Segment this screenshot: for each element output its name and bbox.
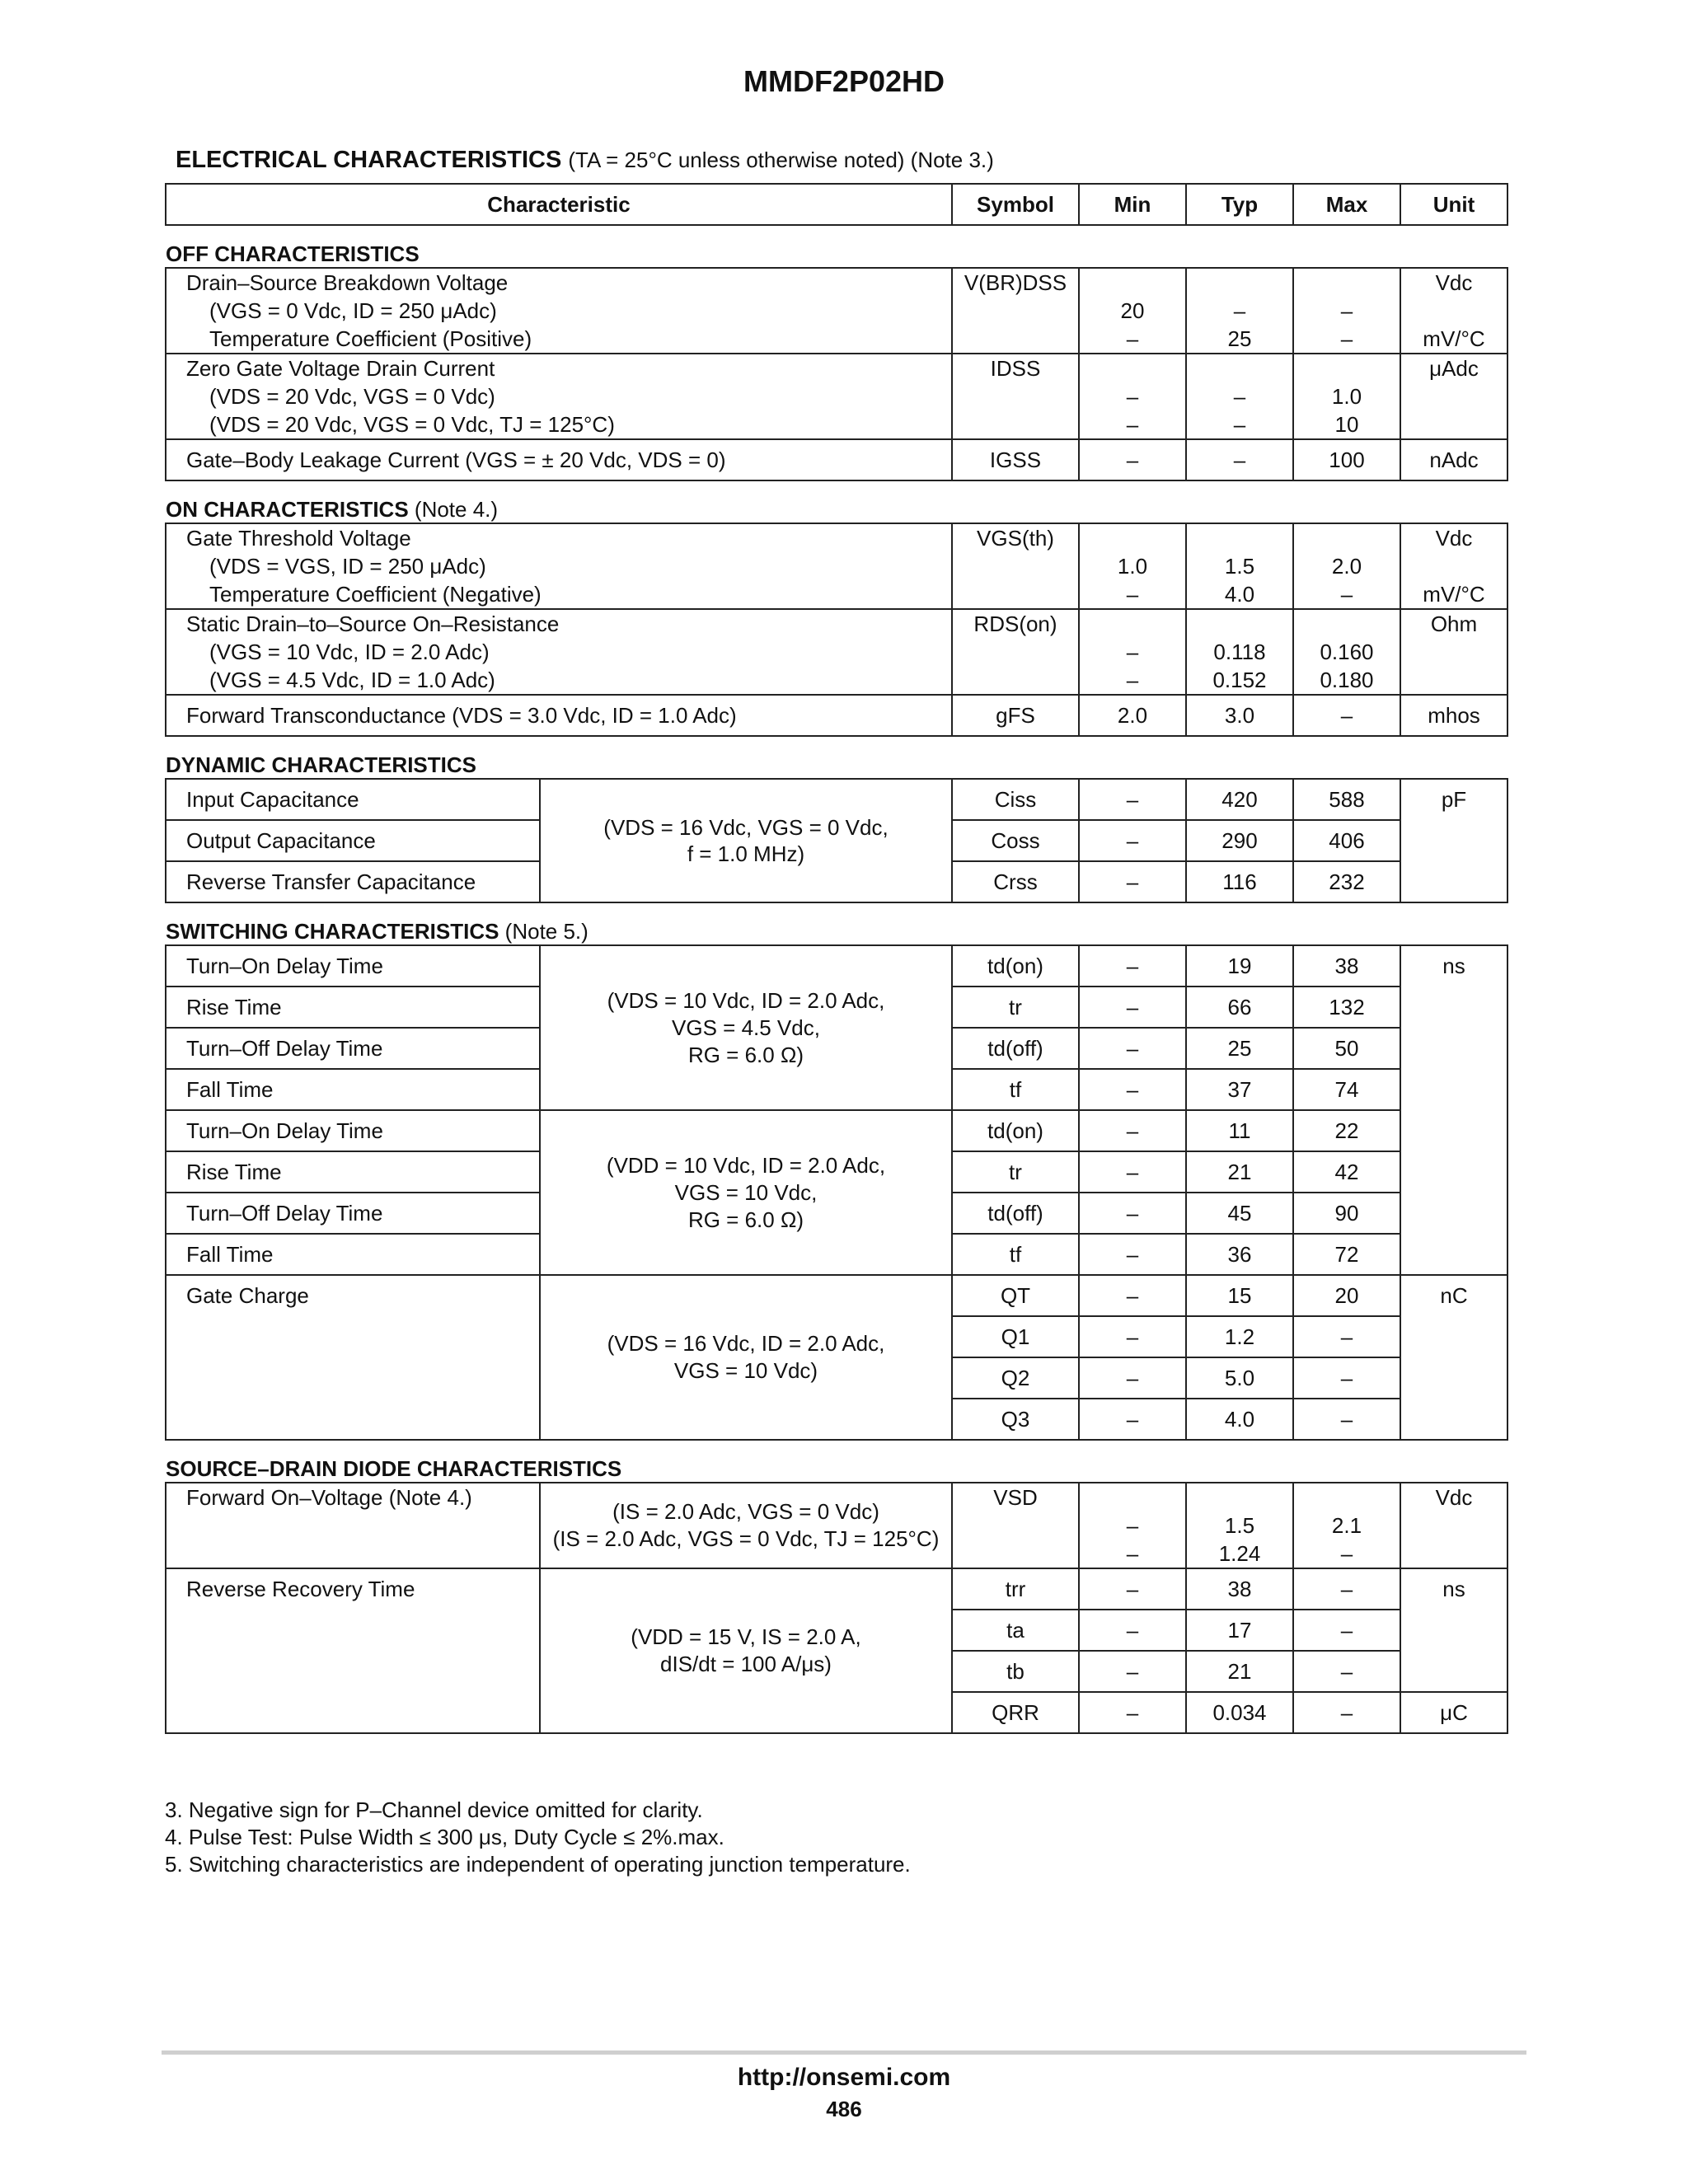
section-title: OFF CHARACTERISTICS xyxy=(166,241,420,266)
min-cell: – xyxy=(1079,1151,1186,1193)
min-cell: 2.0 xyxy=(1079,695,1186,736)
header-characteristic: Characteristic xyxy=(166,184,952,225)
symbol-cell: trr xyxy=(952,1568,1079,1610)
min-cell: – xyxy=(1079,987,1186,1028)
min-cell: – – xyxy=(1079,609,1186,695)
symbol-cell: Crss xyxy=(952,861,1079,902)
section-note: (Note 5.) xyxy=(504,919,588,944)
section-off xyxy=(166,225,1507,268)
table-row xyxy=(166,1568,1507,1610)
table-row xyxy=(166,439,1507,480)
characteristic-cell: Turn–Off Delay Time xyxy=(166,1193,540,1234)
table-row xyxy=(166,268,1507,354)
typ-cell: 1.5 4.0 xyxy=(1186,523,1293,609)
table-row xyxy=(166,609,1507,695)
typ-cell: 116 xyxy=(1186,861,1293,902)
footer-url-link[interactable]: http://onsemi.com xyxy=(737,2064,951,2091)
unit-cell: ns xyxy=(1400,945,1507,1275)
table-heading-bold: ELECTRICAL CHARACTERISTICS xyxy=(176,147,562,173)
max-cell: – xyxy=(1293,695,1400,736)
table-row xyxy=(166,945,1507,987)
min-cell: – – xyxy=(1079,354,1186,439)
typ-cell: 3.0 xyxy=(1186,695,1293,736)
typ-cell: 15 xyxy=(1186,1275,1293,1316)
unit-cell: nAdc xyxy=(1400,439,1507,480)
section-diode xyxy=(166,1440,1507,1483)
footnotes xyxy=(165,1797,911,1878)
header-max: Max xyxy=(1293,184,1400,225)
typ-cell: 25 xyxy=(1186,1028,1293,1069)
characteristic-cell: Drain–Source Breakdown Voltage (VGS = 0 Vdc, ID = 250 μAdc) Temperature Coefficient (Positive) xyxy=(166,268,952,354)
max-cell: 90 xyxy=(1293,1193,1400,1234)
typ-cell: 4.0 xyxy=(1186,1399,1293,1440)
header-symbol: Symbol xyxy=(952,184,1079,225)
section-note: (Note 4.) xyxy=(414,497,499,522)
max-cell: – xyxy=(1293,1651,1400,1692)
unit-cell: ns xyxy=(1400,1568,1507,1692)
max-cell: 406 xyxy=(1293,820,1400,861)
table-heading xyxy=(176,147,994,174)
max-cell: – xyxy=(1293,1568,1400,1610)
electrical-characteristics-table xyxy=(165,183,1508,1734)
characteristic-cell: Output Capacitance xyxy=(166,820,540,861)
characteristic-cell: Turn–Off Delay Time xyxy=(166,1028,540,1069)
section-title: ON CHARACTERISTICS xyxy=(166,497,409,522)
min-cell: – xyxy=(1079,1110,1186,1151)
footnote: 5. Switching characteristics are independent of operating junction temperature. xyxy=(165,1852,911,1877)
max-cell: 588 xyxy=(1293,779,1400,820)
typ-cell: 36 xyxy=(1186,1234,1293,1275)
min-cell: – xyxy=(1079,1316,1186,1357)
symbol-cell: IDSS xyxy=(952,354,1079,439)
symbol-cell: tb xyxy=(952,1651,1079,1692)
characteristic-cell: Reverse Recovery Time xyxy=(166,1568,540,1733)
condition-cell: (VDD = 10 Vdc, ID = 2.0 Adc, VGS = 10 Vdc, RG = 6.0 Ω) xyxy=(540,1110,952,1275)
typ-cell: 37 xyxy=(1186,1069,1293,1110)
symbol-cell: ta xyxy=(952,1610,1079,1651)
max-cell: – xyxy=(1293,1357,1400,1399)
min-cell: – xyxy=(1079,1692,1186,1733)
min-cell: 20 – xyxy=(1079,268,1186,354)
table-heading-note: (TA = 25°C unless otherwise noted) (Note 3.) xyxy=(568,148,994,172)
typ-cell: 21 xyxy=(1186,1151,1293,1193)
min-cell: – xyxy=(1079,1193,1186,1234)
characteristic-cell: Reverse Transfer Capacitance xyxy=(166,861,540,902)
max-cell: – xyxy=(1293,1610,1400,1651)
min-cell: – xyxy=(1079,1610,1186,1651)
section-title: SWITCHING CHARACTERISTICS xyxy=(166,919,499,944)
characteristic-cell: Fall Time xyxy=(166,1234,540,1275)
typ-cell: – 25 xyxy=(1186,268,1293,354)
max-cell: 50 xyxy=(1293,1028,1400,1069)
max-cell: 100 xyxy=(1293,439,1400,480)
min-cell: – xyxy=(1079,820,1186,861)
footer-rule xyxy=(162,2050,1526,2055)
max-cell: 74 xyxy=(1293,1069,1400,1110)
section-title: DYNAMIC CHARACTERISTICS xyxy=(166,752,476,777)
symbol-cell: gFS xyxy=(952,695,1079,736)
section-switching xyxy=(166,902,1507,945)
min-cell: – xyxy=(1079,1234,1186,1275)
max-cell: – xyxy=(1293,1316,1400,1357)
min-cell: – xyxy=(1079,861,1186,902)
section-on xyxy=(166,480,1507,523)
typ-cell: – – xyxy=(1186,354,1293,439)
typ-cell: 11 xyxy=(1186,1110,1293,1151)
symbol-cell: Coss xyxy=(952,820,1079,861)
typ-cell: 19 xyxy=(1186,945,1293,987)
typ-cell: 290 xyxy=(1186,820,1293,861)
section-dynamic xyxy=(166,736,1507,779)
characteristic-cell: Forward Transconductance (VDS = 3.0 Vdc, ID = 1.0 Adc) xyxy=(166,695,952,736)
min-cell: – xyxy=(1079,439,1186,480)
max-cell: 232 xyxy=(1293,861,1400,902)
typ-cell: 21 xyxy=(1186,1651,1293,1692)
max-cell: 132 xyxy=(1293,987,1400,1028)
characteristic-cell: Zero Gate Voltage Drain Current (VDS = 20 Vdc, VGS = 0 Vdc) (VDS = 20 Vdc, VGS = 0 Vdc, TJ = 125°C) xyxy=(166,354,952,439)
characteristic-cell: Turn–On Delay Time xyxy=(166,945,540,987)
characteristic-cell: Input Capacitance xyxy=(166,779,540,820)
min-cell: – xyxy=(1079,1028,1186,1069)
table-row xyxy=(166,1110,1507,1151)
typ-cell: 5.0 xyxy=(1186,1357,1293,1399)
table-row xyxy=(166,1275,1507,1316)
unit-cell: Ohm xyxy=(1400,609,1507,695)
max-cell: 22 xyxy=(1293,1110,1400,1151)
min-cell: – xyxy=(1079,1651,1186,1692)
min-cell: – xyxy=(1079,1399,1186,1440)
typ-cell: 0.034 xyxy=(1186,1692,1293,1733)
min-cell: – xyxy=(1079,779,1186,820)
page-title: MMDF2P02HD xyxy=(743,64,945,98)
characteristic-cell: Gate–Body Leakage Current (VGS = ± 20 Vdc, VDS = 0) xyxy=(166,439,952,480)
condition-cell: (VDS = 16 Vdc, ID = 2.0 Adc, VGS = 10 Vdc) xyxy=(540,1275,952,1440)
table-row xyxy=(166,354,1507,439)
characteristic-cell: Forward On–Voltage (Note 4.) xyxy=(166,1483,540,1568)
characteristic-cell: Rise Time xyxy=(166,987,540,1028)
typ-cell: 420 xyxy=(1186,779,1293,820)
typ-cell: 0.118 0.152 xyxy=(1186,609,1293,695)
header-typ: Typ xyxy=(1186,184,1293,225)
condition-cell: (IS = 2.0 Adc, VGS = 0 Vdc) (IS = 2.0 Adc, VGS = 0 Vdc, TJ = 125°C) xyxy=(540,1483,952,1568)
symbol-cell: VGS(th) xyxy=(952,523,1079,609)
symbol-cell: Q1 xyxy=(952,1316,1079,1357)
max-cell: 38 xyxy=(1293,945,1400,987)
max-cell: 42 xyxy=(1293,1151,1400,1193)
symbol-cell: V(BR)DSS xyxy=(952,268,1079,354)
symbol-cell: RDS(on) xyxy=(952,609,1079,695)
table-row xyxy=(166,695,1507,736)
condition-cell: (VDS = 10 Vdc, ID = 2.0 Adc, VGS = 4.5 Vdc, RG = 6.0 Ω) xyxy=(540,945,952,1110)
symbol-cell: td(on) xyxy=(952,1110,1079,1151)
symbol-cell: tr xyxy=(952,987,1079,1028)
min-cell: – xyxy=(1079,1357,1186,1399)
min-cell: – – xyxy=(1079,1483,1186,1568)
symbol-cell: td(on) xyxy=(952,945,1079,987)
min-cell: 1.0 – xyxy=(1079,523,1186,609)
symbol-cell: Q3 xyxy=(952,1399,1079,1440)
max-cell: 2.1 – xyxy=(1293,1483,1400,1568)
min-cell: – xyxy=(1079,1568,1186,1610)
unit-cell: μAdc xyxy=(1400,354,1507,439)
unit-cell: Vdc mV/°C xyxy=(1400,523,1507,609)
unit-cell: μC xyxy=(1400,1692,1507,1733)
typ-cell: – xyxy=(1186,439,1293,480)
condition-cell: (VDS = 16 Vdc, VGS = 0 Vdc, f = 1.0 MHz) xyxy=(540,779,952,902)
symbol-cell: tf xyxy=(952,1234,1079,1275)
characteristic-cell: Gate Charge xyxy=(166,1275,540,1440)
symbol-cell: td(off) xyxy=(952,1028,1079,1069)
typ-cell: 1.2 xyxy=(1186,1316,1293,1357)
unit-cell: pF xyxy=(1400,779,1507,902)
typ-cell: 1.5 1.24 xyxy=(1186,1483,1293,1568)
characteristic-cell: Static Drain–to–Source On–Resistance (VGS = 10 Vdc, ID = 2.0 Adc) (VGS = 4.5 Vdc, ID = 1.0 Adc) xyxy=(166,609,952,695)
section-title: SOURCE–DRAIN DIODE CHARACTERISTICS xyxy=(166,1456,622,1481)
typ-cell: 38 xyxy=(1186,1568,1293,1610)
characteristic-cell: Turn–On Delay Time xyxy=(166,1110,540,1151)
table-header-row xyxy=(166,184,1507,225)
header-min: Min xyxy=(1079,184,1186,225)
max-cell: 72 xyxy=(1293,1234,1400,1275)
symbol-cell: QRR xyxy=(952,1692,1079,1733)
footnote: 4. Pulse Test: Pulse Width ≤ 300 μs, Duty Cycle ≤ 2%.max. xyxy=(165,1825,724,1849)
symbol-cell: tr xyxy=(952,1151,1079,1193)
table-row xyxy=(166,779,1507,820)
unit-cell: nC xyxy=(1400,1275,1507,1440)
max-cell: – – xyxy=(1293,268,1400,354)
table-row xyxy=(166,1483,1507,1568)
max-cell: – xyxy=(1293,1692,1400,1733)
characteristic-cell: Rise Time xyxy=(166,1151,540,1193)
typ-cell: 17 xyxy=(1186,1610,1293,1651)
min-cell: – xyxy=(1079,1275,1186,1316)
symbol-cell: tf xyxy=(952,1069,1079,1110)
header-unit: Unit xyxy=(1400,184,1507,225)
characteristic-cell: Gate Threshold Voltage (VDS = VGS, ID = 250 μAdc) Temperature Coefficient (Negative) xyxy=(166,523,952,609)
typ-cell: 66 xyxy=(1186,987,1293,1028)
max-cell: 2.0 – xyxy=(1293,523,1400,609)
footnote: 3. Negative sign for P–Channel device omitted for clarity. xyxy=(165,1797,703,1822)
unit-cell: Vdc xyxy=(1400,1483,1507,1568)
symbol-cell: VSD xyxy=(952,1483,1079,1568)
max-cell: 20 xyxy=(1293,1275,1400,1316)
max-cell: 1.0 10 xyxy=(1293,354,1400,439)
typ-cell: 45 xyxy=(1186,1193,1293,1234)
max-cell: 0.160 0.180 xyxy=(1293,609,1400,695)
max-cell: – xyxy=(1293,1399,1400,1440)
symbol-cell: Q2 xyxy=(952,1357,1079,1399)
symbol-cell: QT xyxy=(952,1275,1079,1316)
unit-cell: Vdc mV/°C xyxy=(1400,268,1507,354)
symbol-cell: td(off) xyxy=(952,1193,1079,1234)
symbol-cell: IGSS xyxy=(952,439,1079,480)
condition-cell: (VDD = 15 V, IS = 2.0 A, dIS/dt = 100 A/μs) xyxy=(540,1568,952,1733)
symbol-cell: Ciss xyxy=(952,779,1079,820)
min-cell: – xyxy=(1079,1069,1186,1110)
unit-cell: mhos xyxy=(1400,695,1507,736)
min-cell: – xyxy=(1079,945,1186,987)
table-row xyxy=(166,523,1507,609)
page-number: 486 xyxy=(826,2097,862,2121)
characteristic-cell: Fall Time xyxy=(166,1069,540,1110)
